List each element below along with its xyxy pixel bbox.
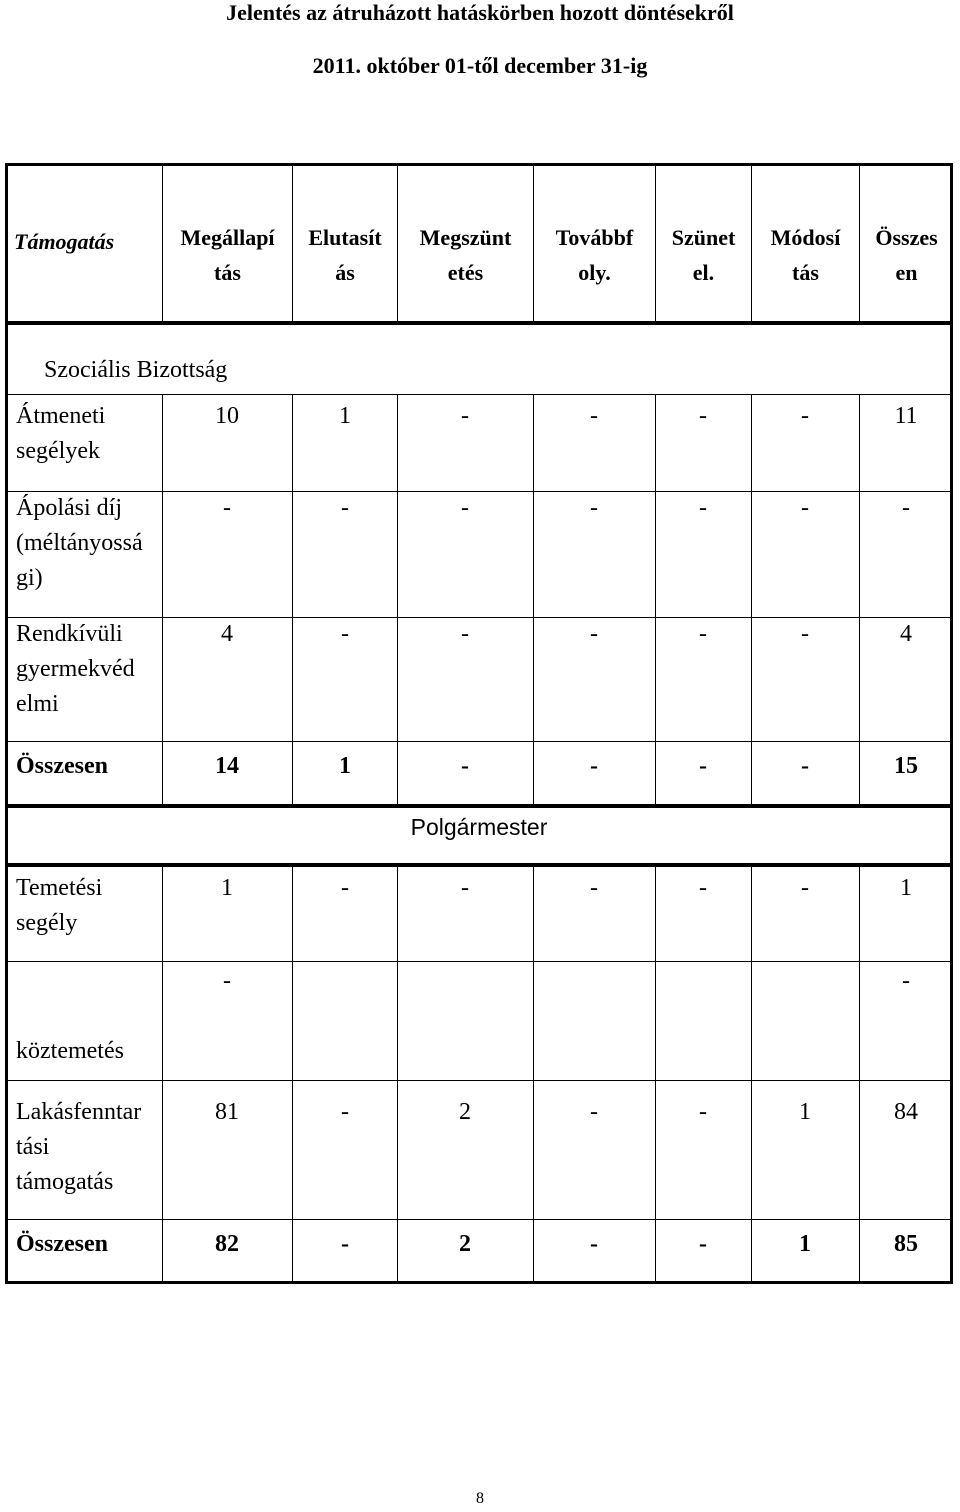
row-divider [8, 863, 950, 867]
cell-modified: - [801, 875, 809, 901]
row-label-line: (méltányossá [16, 530, 143, 556]
cell-modified: 1 [799, 1099, 811, 1125]
row-label-line: Ápolási díj [16, 495, 122, 521]
cell-modified: - [801, 403, 809, 429]
total-rejected: - [341, 1231, 349, 1257]
header-suspended [656, 220, 751, 290]
cell-terminated: - [461, 875, 469, 901]
cell-terminated: - [461, 621, 469, 647]
cell-terminated: - [461, 403, 469, 429]
cell-modified: - [801, 621, 809, 647]
row-divider [8, 961, 950, 962]
cell-total: 4 [900, 621, 912, 647]
cell-suspended: - [699, 1099, 707, 1125]
cell-total: 84 [894, 1099, 918, 1125]
header-text: Elutasít [308, 225, 382, 250]
section-title-social-committee: Szociális Bizottság [44, 357, 228, 383]
total-suspended: - [699, 753, 707, 779]
row-label [16, 964, 124, 1069]
col-divider [292, 863, 293, 1284]
col-divider [751, 394, 752, 804]
row-label [16, 399, 105, 469]
cell-continued: - [590, 621, 598, 647]
section-divider [8, 804, 950, 808]
row-label-line: segélyek [16, 438, 100, 464]
row-label-line: Átmeneti [16, 403, 106, 429]
report-period: 2011. október 01-től december 31-ig [312, 53, 648, 78]
cell-terminated: 2 [459, 1099, 471, 1125]
header-text: Megállapí [180, 225, 275, 250]
cell-granted: - [223, 495, 231, 521]
header-text: el. [692, 260, 715, 285]
col-divider [533, 394, 534, 804]
header-support-type: Támogatás [14, 229, 115, 254]
row-divider [8, 741, 950, 742]
row-label-line: köztemetés [16, 1038, 124, 1064]
total-terminated: - [461, 753, 469, 779]
cell-granted: 1 [221, 875, 233, 901]
page-number: 8 [476, 1490, 484, 1507]
row-divider [8, 1080, 950, 1081]
header-text: Megszünt [419, 225, 512, 250]
header-text: tás [792, 260, 819, 285]
row-label-line: tási [16, 1134, 50, 1160]
header-text: ás [335, 260, 355, 285]
cell-granted: 81 [215, 1099, 239, 1125]
header-text: en [895, 260, 918, 285]
row-label-line [16, 999, 124, 1034]
total-continued: - [590, 753, 598, 779]
header-text: Módosí [770, 225, 841, 250]
row-label-line: segély [16, 910, 78, 936]
header-total [860, 220, 953, 290]
cell-granted: 10 [215, 403, 239, 429]
row-label-line: gyermekvéd [16, 656, 135, 682]
row-label [16, 491, 143, 596]
row-label [16, 617, 135, 722]
col-divider [751, 863, 752, 1284]
cell-total: - [902, 495, 910, 521]
total-modified: 1 [799, 1231, 811, 1257]
col-divider [292, 394, 293, 804]
cell-rejected: 1 [339, 403, 351, 429]
row-label-line [16, 964, 124, 999]
header-text: tás [214, 260, 241, 285]
col-divider [397, 863, 398, 1284]
total-rejected: 1 [339, 753, 351, 779]
total-total: 15 [894, 753, 918, 779]
header-terminated [398, 220, 533, 290]
col-divider [859, 863, 860, 1284]
cell-rejected: - [341, 621, 349, 647]
header-granted [163, 220, 292, 290]
col-divider [533, 863, 534, 1284]
header-text: oly. [578, 260, 611, 285]
cell-continued: - [590, 495, 598, 521]
row-label-line: Temetési [16, 875, 103, 901]
cell-terminated: - [461, 495, 469, 521]
cell-rejected: - [341, 875, 349, 901]
cell-suspended: - [699, 495, 707, 521]
cell-continued: - [590, 875, 598, 901]
header-text: Továbbf [555, 225, 634, 250]
row-label-line: támogatás [16, 1169, 114, 1195]
cell-continued: - [590, 403, 598, 429]
report-title: Jelentés az átruházott hatáskörben hozott döntésekről [226, 0, 734, 25]
total-granted: 82 [215, 1231, 239, 1257]
total-label: Összesen [16, 1231, 108, 1257]
cell-modified: - [801, 495, 809, 521]
col-divider [162, 394, 163, 804]
row-label-line: Rendkívüli [16, 621, 123, 647]
col-divider [655, 394, 656, 804]
cell-rejected: - [341, 1099, 349, 1125]
total-granted: 14 [215, 753, 239, 779]
row-divider [8, 1219, 950, 1220]
row-label-line: Lakásfenntar [16, 1099, 142, 1125]
cell-total: 1 [900, 875, 912, 901]
header-text: Összes [875, 225, 938, 250]
row-label [16, 1095, 141, 1200]
row-divider [8, 394, 950, 395]
col-divider [655, 863, 656, 1284]
cell-suspended: - [699, 403, 707, 429]
cell-total: - [902, 968, 910, 994]
row-label [16, 871, 102, 941]
cell-granted: - [223, 968, 231, 994]
cell-suspended: - [699, 875, 707, 901]
total-continued: - [590, 1231, 598, 1257]
col-divider [162, 863, 163, 1284]
header-rejected [293, 220, 397, 290]
decisions-table [5, 163, 953, 1284]
total-suspended: - [699, 1231, 707, 1257]
total-label: Összesen [16, 753, 108, 779]
header-divider [8, 321, 950, 325]
header-continued [534, 220, 655, 290]
col-divider [397, 394, 398, 804]
cell-suspended: - [699, 621, 707, 647]
cell-granted: 4 [221, 621, 233, 647]
header-text: Szünet [671, 225, 736, 250]
total-total: 85 [894, 1231, 918, 1257]
total-terminated: 2 [459, 1231, 471, 1257]
cell-continued: - [590, 1099, 598, 1125]
cell-rejected: - [341, 495, 349, 521]
col-divider [859, 394, 860, 804]
row-label-line: elmi [16, 691, 59, 717]
cell-total: 11 [894, 403, 918, 429]
header-modified [752, 220, 859, 290]
row-label-line: gi) [16, 565, 43, 591]
section-title-mayor: Polgármester [410, 814, 548, 840]
total-modified: - [801, 753, 809, 779]
header-text: etés [447, 260, 484, 285]
